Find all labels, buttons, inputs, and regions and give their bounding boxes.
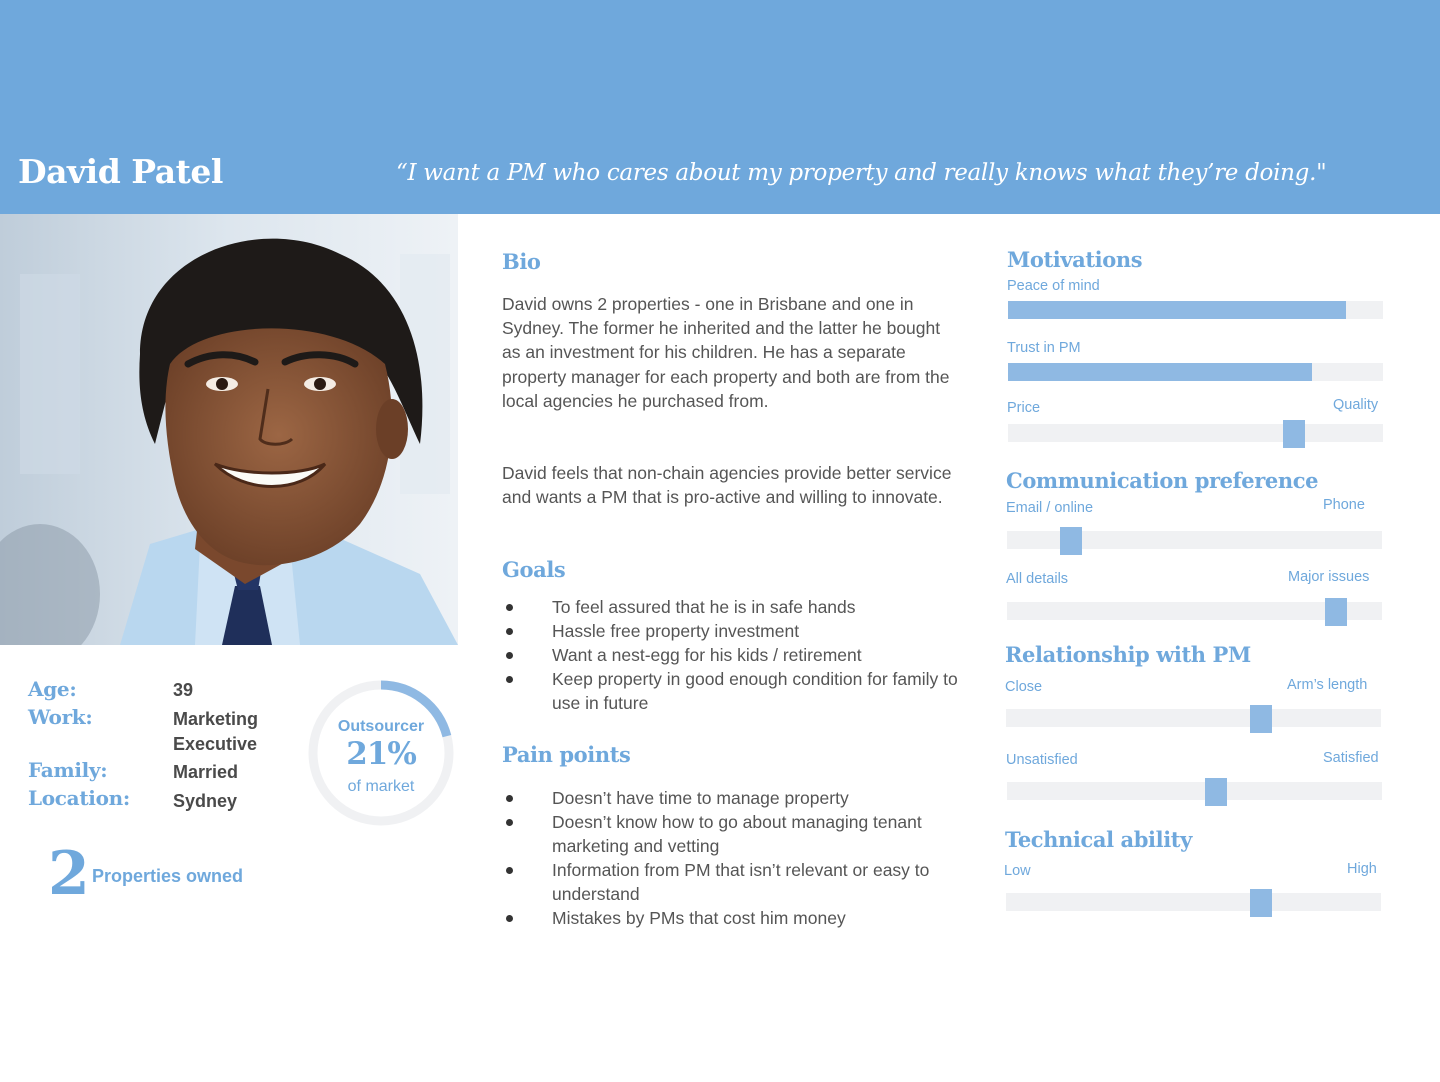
market-label: Outsourcer [337,718,425,735]
satisfaction-marker [1205,778,1227,806]
age-label: Age: [28,677,77,701]
market-sub: of market [347,778,415,795]
location-label: Location: [28,786,130,810]
persona-quote: “I want a PM who cares about my property and really knows what they’re doing." [396,160,1327,186]
bio-title: Bio [502,249,541,274]
price-quality-scale [1008,424,1383,442]
email-phone-marker [1060,527,1082,555]
trust-in-pm-fill [1008,363,1312,381]
arms-length-label: Arm’s length [1287,677,1368,693]
work-label: Work: [28,705,93,729]
bullet-icon [506,819,513,826]
goal-text: Keep property in good enough condition for family to use in future [552,669,958,713]
peace-of-mind-label: Peace of mind [1007,278,1100,294]
goal-text: Want a nest-egg for his kids / retirement [552,645,862,665]
trust-in-pm-label: Trust in PM [1007,340,1081,356]
list-item [502,619,962,643]
pain-point-text: Information from PM that isn’t relevant or easy to understand [552,860,930,904]
email-phone-scale [1007,531,1382,549]
technical-marker [1250,889,1272,917]
technical-scale [1006,893,1381,911]
bullet-icon [506,795,513,802]
family-label: Family: [28,758,108,782]
pain-point-text: Doesn’t have time to manage property [552,788,849,808]
location-value: Sydney [173,791,238,811]
major-issues-label: Major issues [1288,569,1370,585]
list-item [502,858,962,906]
persona-photo [0,214,458,645]
bullet-icon [506,915,513,922]
unsatisfied-label: Unsatisfied [1006,752,1078,768]
details-issues-scale [1007,602,1382,620]
pain-points-list [502,786,962,930]
goals-list [502,595,962,715]
bullet-icon [506,604,513,611]
goal-text: To feel assured that he is in safe hands [552,597,856,617]
goals-title: Goals [502,557,566,582]
list-item [502,595,962,619]
list-item [502,906,962,930]
price-quality-marker [1283,420,1305,448]
properties-label: Properties owned [92,866,244,886]
bullet-icon [506,652,513,659]
pain-point-text: Doesn’t know how to go about managing tenant marketing and vetting [552,812,922,856]
satisfaction-scale [1007,782,1382,800]
satisfied-label: Satisfied [1323,750,1379,766]
communication-title: Communication preference [1006,468,1319,493]
list-item [502,786,962,810]
list-item [502,667,962,715]
header-banner [0,0,1440,214]
email-online-label: Email / online [1006,500,1094,516]
quality-label: Quality [1333,397,1379,413]
persona-name: David Patel [18,152,223,191]
relationship-title: Relationship with PM [1005,642,1251,667]
motivations-title: Motivations [1007,247,1143,272]
low-label: Low [1004,863,1031,879]
market-percent: 21% [346,736,416,772]
pain-point-text: Mistakes by PMs that cost him money [552,908,846,928]
price-label: Price [1007,400,1041,416]
phone-label: Phone [1323,497,1365,513]
close-arms-marker [1250,705,1272,733]
bio-paragraph-2: David feels that non-chain agencies provide better service and wants a PM that is pro-active and willing to innovate. [502,463,952,508]
bio-paragraph-1: David owns 2 properties - one in Brisbane and one in Sydney. The former he inherited and the latter he bought as an investment for his children. He has a separate property manager for each property and both are from the local agencies he purchased from. [502,294,950,411]
age-value: 39 [173,680,194,700]
high-label: High [1347,861,1377,877]
list-item [502,810,962,858]
family-value: Married [173,762,239,782]
work-value-line1: Marketing [173,709,259,729]
pain-points-title: Pain points [502,742,631,767]
goal-text: Hassle free property investment [552,621,800,641]
bullet-icon [506,867,513,874]
work-value-line2: Executive [173,734,258,754]
list-item [502,643,962,667]
bullet-icon [506,628,513,635]
bullet-icon [506,676,513,683]
close-label: Close [1005,679,1043,695]
peace-of-mind-bar [1008,301,1383,319]
trust-in-pm-bar [1008,363,1383,381]
details-issues-marker [1325,598,1347,626]
properties-count: 2 [48,839,90,909]
peace-of-mind-fill [1008,301,1346,319]
close-arms-scale [1006,709,1381,727]
technical-title: Technical ability [1005,827,1192,852]
all-details-label: All details [1006,571,1069,587]
